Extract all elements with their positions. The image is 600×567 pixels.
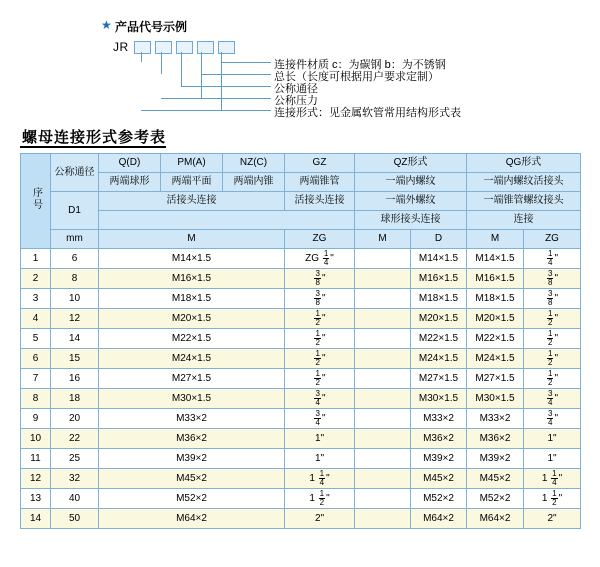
leader-vline-3 <box>181 52 182 86</box>
cell-qz-m <box>355 409 411 429</box>
cell-qg-zg: $\frac{3}{8}$ " <box>524 269 581 289</box>
header-group-nzc: NZ(C) <box>223 154 285 173</box>
table-row <box>21 249 581 269</box>
cell-dn: 14 <box>51 329 99 349</box>
star-icon: ★ <box>101 18 112 32</box>
cell-qd: M52×2 <box>99 489 285 509</box>
leader-vline-1 <box>141 52 142 62</box>
leader-hline-1 <box>221 62 271 63</box>
leader-vline-4 <box>201 52 202 98</box>
title-underline <box>20 146 166 148</box>
cell-seq: 8 <box>21 389 51 409</box>
cell-gz: 1 $\frac{1}{4}$ " <box>285 469 355 489</box>
cell-qg-zg: $\frac{3}{4}$ " <box>524 389 581 409</box>
cell-dn: 8 <box>51 269 99 289</box>
cell-qz-m <box>355 249 411 269</box>
cell-qg-m: M36×2 <box>467 429 524 449</box>
cell-seq: 6 <box>21 349 51 369</box>
cell-dn: 22 <box>51 429 99 449</box>
header-unit-zg: ZG <box>285 230 355 249</box>
cell-qg-zg: $\frac{3}{4}$ " <box>524 409 581 429</box>
cell-qg-zg: 2" <box>524 509 581 529</box>
cell-qz-d: M45×2 <box>411 469 467 489</box>
header-dn: 公称通径 <box>51 154 99 192</box>
cell-dn: 15 <box>51 349 99 369</box>
cell-qz-m <box>355 329 411 349</box>
table-row <box>21 449 581 469</box>
cell-qz-d: M14×1.5 <box>411 249 467 269</box>
cell-dn: 12 <box>51 309 99 329</box>
header-desc-qg: 一端内螺纹活接头 <box>467 173 581 192</box>
cell-seq: 3 <box>21 289 51 309</box>
cell-qg-m: M64×2 <box>467 509 524 529</box>
table-header-row-desc1 <box>21 173 581 192</box>
table-header <box>21 154 581 249</box>
cell-dn: 32 <box>51 469 99 489</box>
table-row <box>21 369 581 389</box>
cell-gz: $\frac{1}{2}$ " <box>285 349 355 369</box>
page-title: 螺母连接形式参考表 <box>22 129 167 146</box>
table-header-row-groups <box>21 154 581 173</box>
cell-seq: 4 <box>21 309 51 329</box>
leader-vline-5 <box>221 52 222 110</box>
header-group-qd: Q(D) <box>99 154 161 173</box>
cell-qz-d: M27×1.5 <box>411 369 467 389</box>
header-ball-joint-connect: 球形接头连接 <box>355 211 467 230</box>
cell-qg-zg: 1" <box>524 429 581 449</box>
cell-qg-m: M16×1.5 <box>467 269 524 289</box>
header-unit-qg-m: M <box>467 230 524 249</box>
header-join-2: 活接头连接 <box>285 192 355 211</box>
cell-dn: 50 <box>51 509 99 529</box>
header-group-gz: GZ <box>285 154 355 173</box>
cell-qz-d: M64×2 <box>411 509 467 529</box>
cell-gz: $\frac{1}{2}$ " <box>285 329 355 349</box>
cell-qg-m: M39×2 <box>467 449 524 469</box>
header-desc-gz: 两端锥管 <box>285 173 355 192</box>
cell-dn: 40 <box>51 489 99 509</box>
cell-qz-m <box>355 429 411 449</box>
header-group-qg: QG形式 <box>467 154 581 173</box>
cell-qg-zg: $\frac{1}{2}$ " <box>524 369 581 389</box>
table-row <box>21 329 581 349</box>
cell-qz-d: M52×2 <box>411 489 467 509</box>
cell-qz-d: M20×1.5 <box>411 309 467 329</box>
header-connect: 连接 <box>467 211 581 230</box>
cell-seq: 12 <box>21 469 51 489</box>
table-row <box>21 269 581 289</box>
cell-gz: ZG $\frac{1}{4}$ " <box>285 249 355 269</box>
table-row <box>21 509 581 529</box>
cell-qg-m: M14×1.5 <box>467 249 524 269</box>
cell-qg-m: M24×1.5 <box>467 349 524 369</box>
cell-qg-zg: $\frac{1}{2}$ " <box>524 329 581 349</box>
cell-gz: $\frac{3}{8}$ " <box>285 269 355 289</box>
header-desc-nzc: 两端内锥 <box>223 173 285 192</box>
leader-hline-3 <box>181 86 271 87</box>
cell-qz-d: M36×2 <box>411 429 467 449</box>
cell-qg-m: M30×1.5 <box>467 389 524 409</box>
cell-qz-d: M33×2 <box>411 409 467 429</box>
cell-qz-m <box>355 489 411 509</box>
header-unit-qz-m: M <box>355 230 411 249</box>
cell-qg-zg: $\frac{3}{8}$ " <box>524 289 581 309</box>
cell-seq: 1 <box>21 249 51 269</box>
cell-qz-d: M24×1.5 <box>411 349 467 369</box>
cell-qd: M36×2 <box>99 429 285 449</box>
table-row <box>21 349 581 369</box>
cell-qd: M18×1.5 <box>99 289 285 309</box>
nut-connection-table-wrap <box>20 153 580 529</box>
cell-seq: 11 <box>21 449 51 469</box>
cell-qz-m <box>355 369 411 389</box>
cell-qg-zg: 1 $\frac{1}{2}$ " <box>524 489 581 509</box>
cell-gz: 1 $\frac{1}{2}$ " <box>285 489 355 509</box>
table-header-row-desc2 <box>21 192 581 211</box>
cell-qz-m <box>355 469 411 489</box>
cell-qd: M45×2 <box>99 469 285 489</box>
cell-gz: 1" <box>285 449 355 469</box>
code-box-1 <box>134 41 151 54</box>
cell-qg-m: M33×2 <box>467 409 524 429</box>
cell-seq: 7 <box>21 369 51 389</box>
cell-qd: M20×1.5 <box>99 309 285 329</box>
product-code-legend <box>0 0 600 118</box>
cell-qd: M64×2 <box>99 509 285 529</box>
cell-qz-d: M30×1.5 <box>411 389 467 409</box>
cell-gz: $\frac{3}{4}$ " <box>285 389 355 409</box>
cell-gz: 1" <box>285 429 355 449</box>
cell-qg-m: M45×2 <box>467 469 524 489</box>
table-header-row-units <box>21 230 581 249</box>
legend-label-nominal-diameter: 公称通径 <box>274 83 318 95</box>
cell-qd: M24×1.5 <box>99 349 285 369</box>
header-group-qz: QZ形式 <box>355 154 467 173</box>
code-prefix: JR <box>113 40 129 54</box>
cell-qz-m <box>355 269 411 289</box>
table-row <box>21 469 581 489</box>
cell-dn: 18 <box>51 389 99 409</box>
cell-qz-d: M39×2 <box>411 449 467 469</box>
table-header-row-desc3 <box>21 211 581 230</box>
cell-dn: 6 <box>51 249 99 269</box>
cell-qg-m: M22×1.5 <box>467 329 524 349</box>
cell-qz-m <box>355 289 411 309</box>
cell-qg-m: M52×2 <box>467 489 524 509</box>
cell-gz: 2" <box>285 509 355 529</box>
code-box-3 <box>176 41 193 54</box>
code-box-4 <box>197 41 214 54</box>
nut-connection-table <box>20 153 581 529</box>
cell-qd: M14×1.5 <box>99 249 285 269</box>
cell-qg-zg: $\frac{1}{2}$ " <box>524 349 581 369</box>
legend-label-nominal-pressure: 公称压力 <box>274 95 318 107</box>
cell-dn: 25 <box>51 449 99 469</box>
cell-seq: 9 <box>21 409 51 429</box>
cell-qd: M33×2 <box>99 409 285 429</box>
header-join-4: 一端锥管螺纹接头 <box>467 192 581 211</box>
header-unit-qg-zg: ZG <box>524 230 581 249</box>
legend-label-connection-type: 连接形式：见金属软管常用结构形式表 <box>274 107 461 119</box>
table-row <box>21 389 581 409</box>
cell-qg-zg: 1 $\frac{1}{4}$ " <box>524 469 581 489</box>
leader-hline-4 <box>161 98 271 99</box>
header-desc-pma: 两端平面 <box>161 173 223 192</box>
cell-qz-m <box>355 509 411 529</box>
leader-vline-2 <box>161 52 162 74</box>
cell-qd: M22×1.5 <box>99 329 285 349</box>
table-row <box>21 489 581 509</box>
cell-qg-zg: 1" <box>524 449 581 469</box>
cell-gz: $\frac{3}{4}$ " <box>285 409 355 429</box>
table-row <box>21 309 581 329</box>
cell-qg-zg: $\frac{1}{4}$ " <box>524 249 581 269</box>
cell-qd: M39×2 <box>99 449 285 469</box>
cell-gz: $\frac{1}{2}$ " <box>285 309 355 329</box>
cell-qg-m: M20×1.5 <box>467 309 524 329</box>
header-ball-joint <box>99 211 355 230</box>
header-join-3: 一端外螺纹 <box>355 192 467 211</box>
table-row <box>21 409 581 429</box>
cell-qz-m <box>355 309 411 329</box>
cell-dn: 10 <box>51 289 99 309</box>
header-desc-qz: 一端内螺纹 <box>355 173 467 192</box>
header-group-pma: PM(A) <box>161 154 223 173</box>
cell-qz-d: M22×1.5 <box>411 329 467 349</box>
code-boxes <box>134 41 235 54</box>
cell-qz-d: M18×1.5 <box>411 289 467 309</box>
table-row <box>21 289 581 309</box>
leader-hline-5 <box>141 110 271 111</box>
header-unit-qz-d: D <box>411 230 467 249</box>
cell-dn: 20 <box>51 409 99 429</box>
cell-seq: 10 <box>21 429 51 449</box>
cell-qd: M30×1.5 <box>99 389 285 409</box>
legend-title: 产品代号示例 <box>115 20 188 34</box>
legend-label-length: 总长（长度可根据用户要求定制） <box>274 71 439 83</box>
header-mm: mm <box>51 230 99 249</box>
cell-qg-zg: $\frac{1}{2}$ " <box>524 309 581 329</box>
code-box-2 <box>155 41 172 54</box>
cell-seq: 5 <box>21 329 51 349</box>
cell-qg-m: M18×1.5 <box>467 289 524 309</box>
cell-gz: $\frac{1}{2}$ " <box>285 369 355 389</box>
header-d1: D1 <box>51 192 99 230</box>
cell-seq: 14 <box>21 509 51 529</box>
cell-qz-m <box>355 389 411 409</box>
cell-gz: $\frac{3}{8}$ " <box>285 289 355 309</box>
cell-seq: 13 <box>21 489 51 509</box>
cell-qd: M27×1.5 <box>99 369 285 389</box>
cell-dn: 16 <box>51 369 99 389</box>
legend-label-material: 连接件材质 c：为碳钢 b：为不锈钢 <box>274 59 446 71</box>
cell-qg-m: M27×1.5 <box>467 369 524 389</box>
cell-qd: M16×1.5 <box>99 269 285 289</box>
table-row <box>21 429 581 449</box>
header-unit-m: M <box>99 230 285 249</box>
header-desc-qd: 两端球形 <box>99 173 161 192</box>
cell-seq: 2 <box>21 269 51 289</box>
cell-qz-d: M16×1.5 <box>411 269 467 289</box>
cell-qz-m <box>355 349 411 369</box>
header-join-1: 活接头连接 <box>99 192 285 211</box>
cell-qz-m <box>355 449 411 469</box>
header-seq: 序号 <box>21 154 51 249</box>
leader-hline-2 <box>201 74 271 75</box>
table-body <box>21 249 581 529</box>
